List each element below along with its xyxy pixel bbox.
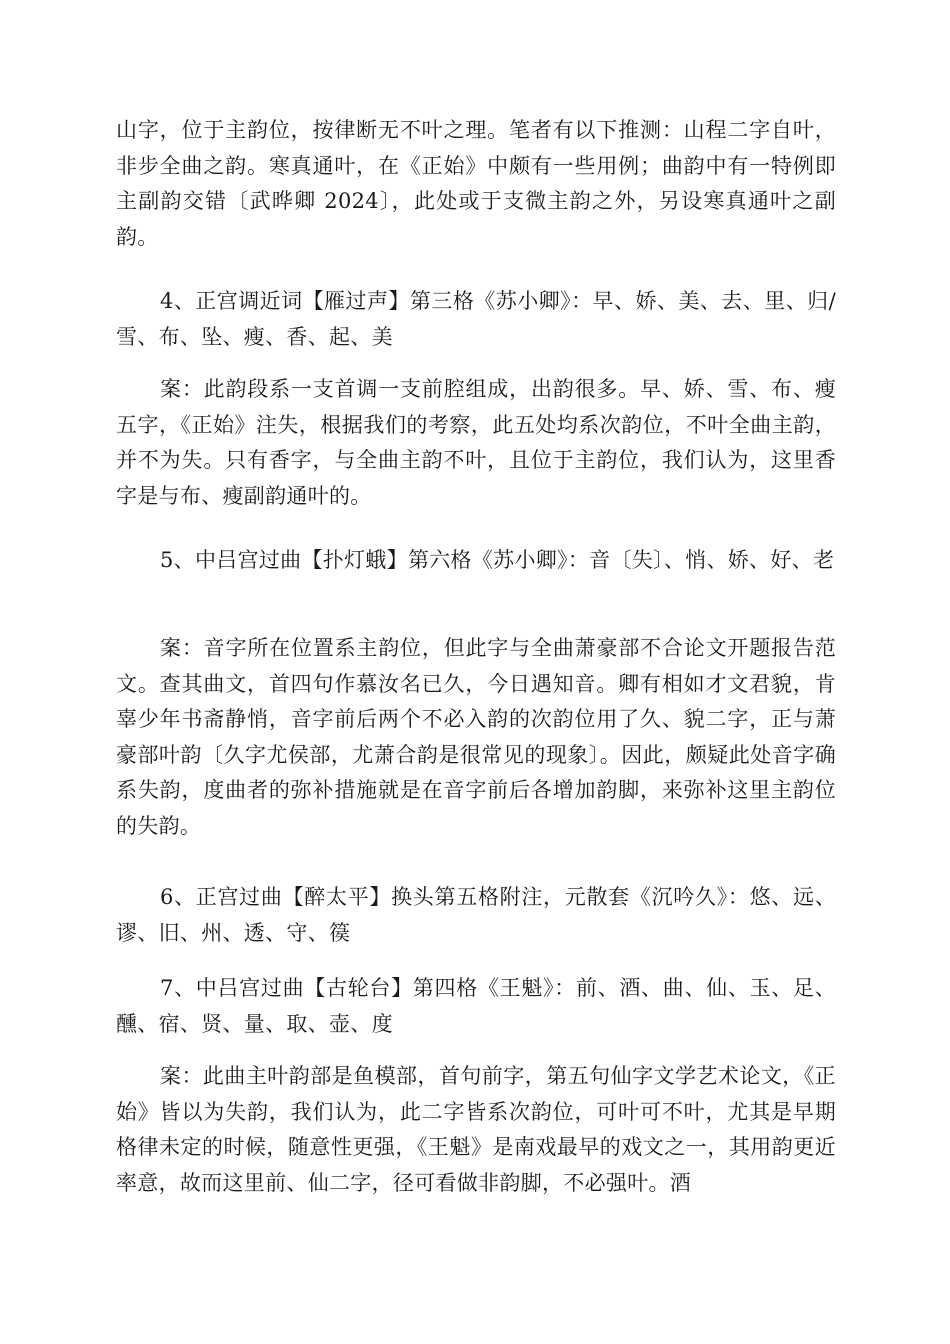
paragraph-commentary-7: 案：此曲主叶韵部是鱼模部，首句前字，第五句仙字文学艺术论文，《正始》皆以为失韵，我们认为，此二字皆系次韵位，可叶可不叶，尤其是早期格律未定的时候，随意性更强，《王魁》是南戏最早的戏文之一，其用韵更近率意，故而这里前、仙二字，径可看做非韵脚，不必强叶。酒 [116, 1064, 836, 1195]
paragraph-item-6: 6、正宫过曲【醉太平】换头第五格附注，元散套《沉吟久》：悠、远、谬、旧、州、透、守、篌 [116, 885, 836, 945]
paragraph-commentary-5: 案：音字所在位置系主韵位，但此字与全曲萧豪部不合论文开题报告范文。查其曲文，首四句作慕汝名已久，今日遇知音。卿有相如才文君貌，肯辜少年书斋静悄，音字前后两个不必入韵的次韵位用了久、貌二字，正与萧豪部叶韵〔久字尤侯部，尤萧合韵是很常见的现象〕。因此，颇疑此处音字确系失韵，度曲者的弥补措施就是在音字前后各增加韵脚，来弥补这里主韵位的失韵。 [116, 636, 836, 838]
paragraph-continued: 山字，位于主韵位，按律断无不叶之理。笔者有以下推测：山程二字自叶，非步全曲之韵。寒真通叶，在《正始》中颇有一些用例；曲韵中有一特例即主副韵交错〔武晔卿 2024〕，此处或于支微主韵之外，另设寒真通叶之副韵。 [116, 118, 836, 249]
paragraph-item-5: 5、中吕宫过曲【扑灯蛾】第六格《苏小卿》：音〔失〕、悄、娇、好、老 [160, 548, 835, 572]
paragraph-item-7: 7、中吕宫过曲【古轮台】第四格《王魁》：前、酒、曲、仙、玉、足、醺、宿、贤、量、取、壶、度 [116, 976, 836, 1036]
paragraph-item-4: 4、正宫调近词【雁过声】第三格《苏小卿》：早、娇、美、去、里、归/雪、布、坠、瘦、香、起、美 [116, 289, 836, 349]
paragraph-commentary-4: 案：此韵段系一支首调一支前腔组成，出韵很多。早、娇、雪、布、瘦五字，《正始》注失，根据我们的考察，此五处均系次韵位，不叶全曲主韵，并不为失。只有香字，与全曲主韵不叶，且位于主韵位，我们认为，这里香字是与布、瘦副韵通叶的。 [116, 377, 836, 508]
